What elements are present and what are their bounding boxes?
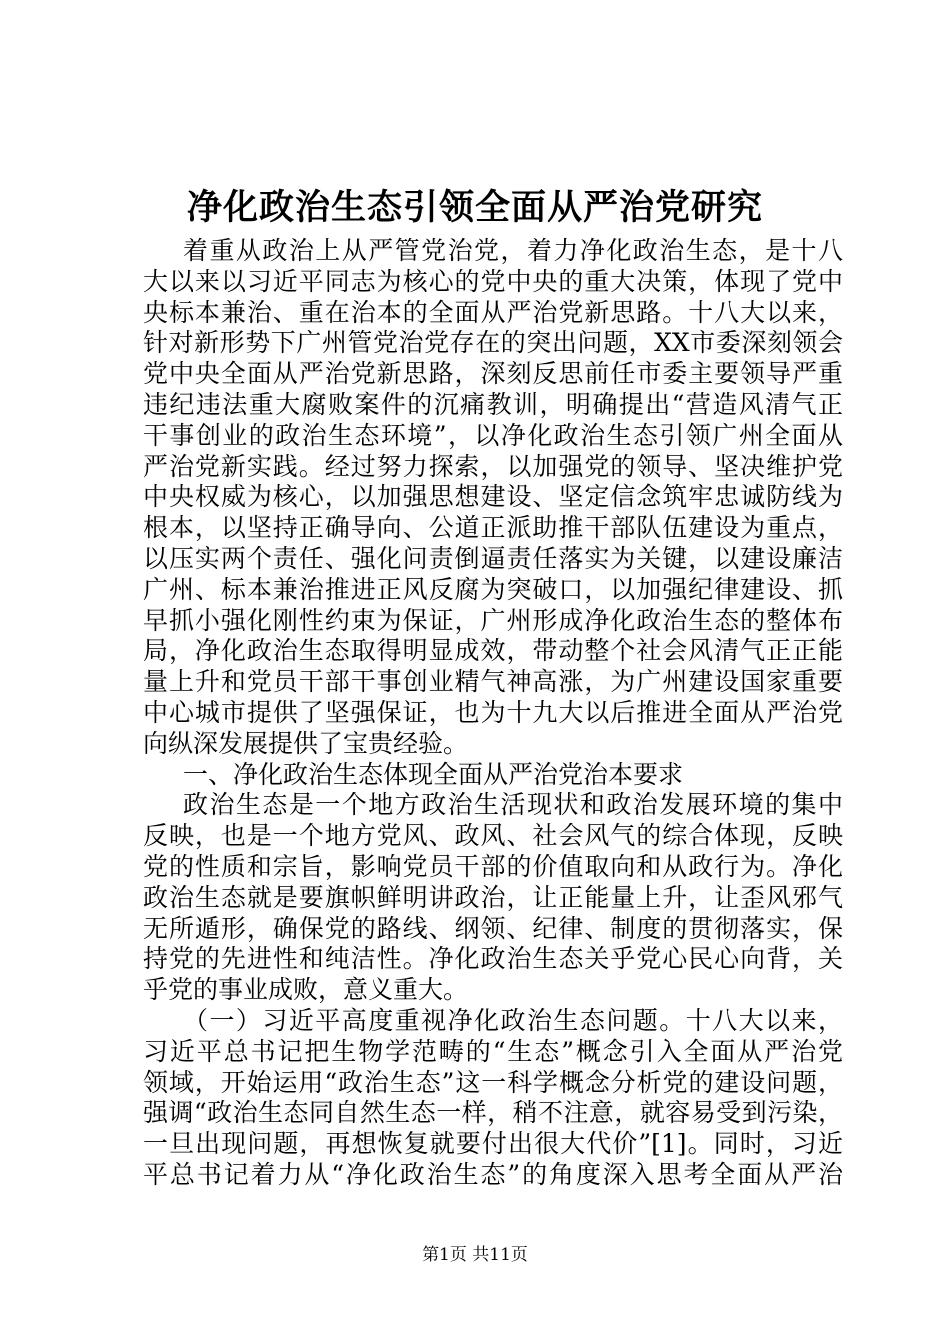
document-title: 净化政治生态引领全面从严治党研究 [186, 187, 763, 228]
text-line: 持党的先进性和纯洁性。净化政治生态关乎党心民心向背，关 [143, 944, 843, 974]
text-line: 领域，开始运用“政治生态”这一科学概念分析党的建设问题， [143, 1067, 843, 1097]
text-line: 量上升和党员干部干事创业精气神高涨，为广州建设国家重要 [143, 667, 843, 697]
text-line: 乎党的事业成败，意义重大。 [143, 975, 469, 1005]
section-heading: 一、净化政治生态体现全面从严治党治本要求 [183, 759, 684, 789]
document-body [143, 236, 843, 1191]
text-line: 政治生态是一个地方政治生活现状和政治发展环境的集中 [183, 790, 843, 820]
text-line: 党的性质和宗旨，影响党员干部的价值取向和从政行为。净化 [143, 851, 843, 881]
text-line: 政治生态就是要旗帜鲜明讲政治，让正能量上升，让歪风邪气 [143, 882, 843, 912]
text-line: 广州、标本兼治推进正风反腐为突破口，以加强纪律建设、抓 [143, 574, 843, 604]
text-line: 大以来以习近平同志为核心的党中央的重大决策，体现了党中 [143, 266, 843, 296]
text-line: 着重从政治上从严管党治党，着力净化政治生态，是十八 [183, 236, 843, 265]
text-line: 局，净化政治生态取得明显成效，带动整个社会风清气正正能 [143, 636, 843, 666]
text-line: 平总书记着力从“净化政治生态”的角度深入思考全面从严治 [143, 1159, 843, 1189]
text-line: 向纵深发展提供了宝贵经验。 [143, 728, 469, 758]
text-line: 根本，以坚持正确导向、公道正派助推干部队伍建设为重点， [143, 513, 843, 543]
text-line: （一）习近平高度重视净化政治生态问题。十八大以来， [183, 1005, 843, 1035]
text-line: 中央权威为核心，以加强思想建设、坚定信念筑牢忠诚防线为 [143, 482, 843, 512]
text-line: 强调“政治生态同自然生态一样，稍不注意，就容易受到污染， [143, 1098, 843, 1128]
text-line: 无所遁形，确保党的路线、纲领、纪律、制度的贯彻落实，保 [143, 913, 843, 943]
text-line: 一旦出现问题，再想恢复就要付出很大代价”[1]。同时，习近 [143, 1129, 843, 1159]
page-footer: 第1页 共11页 [422, 1245, 528, 1265]
text-line: 针对新形势下广州管党治党存在的突出问题，XX市委深刻领会 [143, 328, 843, 358]
text-line: 央标本兼治、重在治本的全面从严治党新思路。十八大以来， [143, 297, 843, 327]
text-line: 违纪违法重大腐败案件的沉痛教训，明确提出“营造风清气正 [143, 389, 843, 419]
text-line: 以压实两个责任、强化问责倒逼责任落实为关键，以建设廉洁 [143, 543, 843, 573]
text-line: 干事创业的政治生态环境”，以净化政治生态引领广州全面从 [143, 420, 843, 450]
text-line: 严治党新实践。经过努力探索，以加强党的领导、坚决维护党 [143, 451, 843, 481]
text-line: 党中央全面从严治党新思路，深刻反思前任市委主要领导严重 [143, 359, 843, 389]
text-line: 中心城市提供了坚强保证，也为十九大以后推进全面从严治党 [143, 697, 843, 727]
text-line: 反映，也是一个地方党风、政风、社会风气的综合体现，反映 [143, 821, 843, 851]
text-line: 早抓小强化刚性约束为保证，广州形成净化政治生态的整体布 [143, 605, 843, 635]
text-line: 习近平总书记把生物学范畴的“生态”概念引入全面从严治党 [143, 1036, 843, 1066]
